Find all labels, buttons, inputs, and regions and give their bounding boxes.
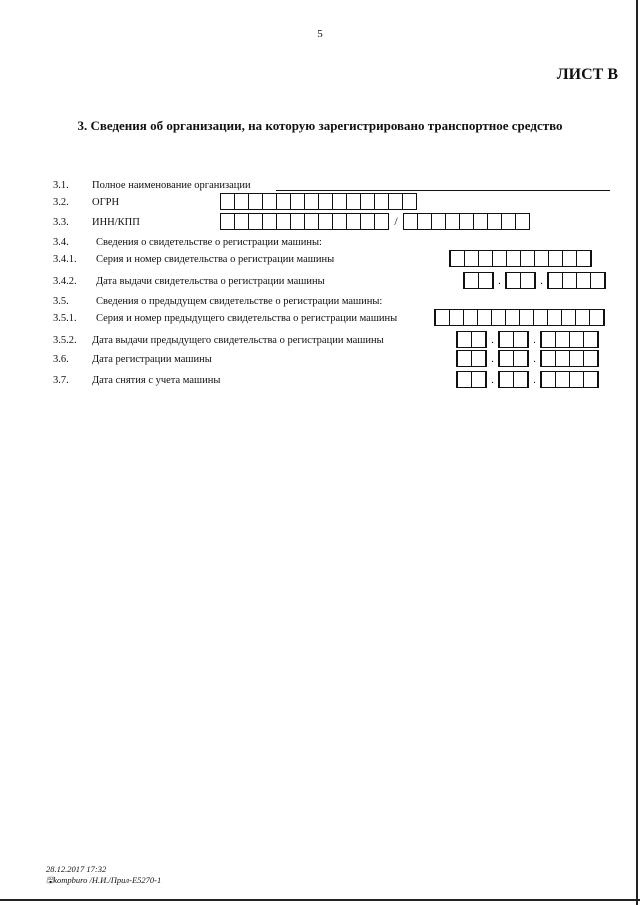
footer-path-line: [46, 875, 161, 886]
row-3-6: [0, 350, 640, 370]
row-3-4-1: [0, 250, 640, 270]
dot-separator: .: [491, 334, 494, 346]
row-label: Дата выдачи предыдущего свидетельства о регистрации машины: [92, 335, 384, 346]
row-label: Дата регистрации машины: [92, 354, 212, 365]
disk-icon: 🖫: [46, 875, 54, 885]
row-label: Дата снятия с учета машины: [92, 375, 221, 386]
row-3-5-1: [0, 309, 640, 329]
inn-kpp-field[interactable]: [220, 213, 530, 230]
footer-date: 28.12.2017 17:32: [46, 864, 107, 874]
dot-separator: .: [491, 353, 494, 365]
dot-separator: .: [498, 275, 501, 287]
organization-name-field[interactable]: [276, 190, 610, 191]
row-label: Сведения о свидетельстве о регистрации машины:: [96, 237, 322, 248]
previous-certificate-series-number-field[interactable]: [434, 309, 605, 326]
row-3-7: [0, 371, 640, 391]
row-label: Дата выдачи свидетельства о регистрации машины: [96, 276, 325, 287]
row-number: 3.4.: [53, 237, 69, 248]
footer: [46, 864, 161, 886]
kpp-cells[interactable]: [403, 213, 530, 230]
row-label: Серия и номер свидетельства о регистрации машины: [96, 254, 335, 265]
month-cells[interactable]: [498, 331, 529, 348]
row-number: 3.5.2.: [53, 335, 77, 346]
row-number: 3.1.: [53, 180, 69, 191]
dot-separator: .: [533, 353, 536, 365]
inn-cells[interactable]: [220, 213, 389, 230]
year-cells[interactable]: [547, 272, 606, 289]
year-cells[interactable]: [540, 371, 599, 388]
registration-date-field[interactable]: [456, 350, 599, 368]
row-number: 3.4.2.: [53, 276, 77, 287]
slash-separator: /: [394, 214, 398, 228]
year-cells[interactable]: [540, 350, 599, 367]
row-number: 3.4.1.: [53, 254, 77, 265]
day-cells[interactable]: [463, 272, 494, 289]
page-number: 5: [317, 28, 323, 40]
row-number: 3.5.1.: [53, 313, 77, 324]
row-3-3: [0, 213, 640, 233]
row-label: Полное наименование организации: [92, 180, 251, 191]
dot-separator: .: [533, 334, 536, 346]
ogrn-field[interactable]: [220, 193, 417, 210]
dot-separator: .: [533, 374, 536, 386]
month-cells[interactable]: [498, 350, 529, 367]
row-number: 3.2.: [53, 197, 69, 208]
section-title: 3. Сведения об организации, на которую зарегистрировано транспортное средство: [77, 118, 563, 133]
page-edge-right: [636, 0, 638, 905]
day-cells[interactable]: [456, 371, 487, 388]
month-cells[interactable]: [498, 371, 529, 388]
page-edge-bottom: [0, 899, 640, 901]
dot-separator: .: [540, 275, 543, 287]
row-number: 3.5.: [53, 296, 69, 307]
row-label: Сведения о предыдущем свидетельстве о регистрации машины:: [96, 296, 383, 307]
dot-separator: .: [491, 374, 494, 386]
row-3-2: [0, 193, 640, 213]
footer-path: kompburo /Н.И./Прил-Е5270-1: [53, 875, 162, 885]
day-cells[interactable]: [456, 350, 487, 367]
month-cells[interactable]: [505, 272, 536, 289]
year-cells[interactable]: [540, 331, 599, 348]
previous-certificate-issue-date-field[interactable]: [456, 331, 599, 349]
row-label: ИНН/КПП: [92, 217, 140, 228]
row-label: Серия и номер предыдущего свидетельства о регистрации машины: [96, 313, 398, 324]
certificate-issue-date-field[interactable]: [463, 272, 606, 290]
deregistration-date-field[interactable]: [456, 371, 599, 389]
row-number: 3.7.: [53, 375, 69, 386]
row-3-4-2: [0, 272, 640, 292]
sheet-label: ЛИСТ В: [556, 66, 618, 83]
certificate-series-number-field[interactable]: [449, 250, 592, 267]
row-number: 3.3.: [53, 217, 69, 228]
row-label: ОГРН: [92, 197, 120, 208]
row-number: 3.6.: [53, 354, 69, 365]
row-3-5-2: [0, 331, 640, 351]
day-cells[interactable]: [456, 331, 487, 348]
